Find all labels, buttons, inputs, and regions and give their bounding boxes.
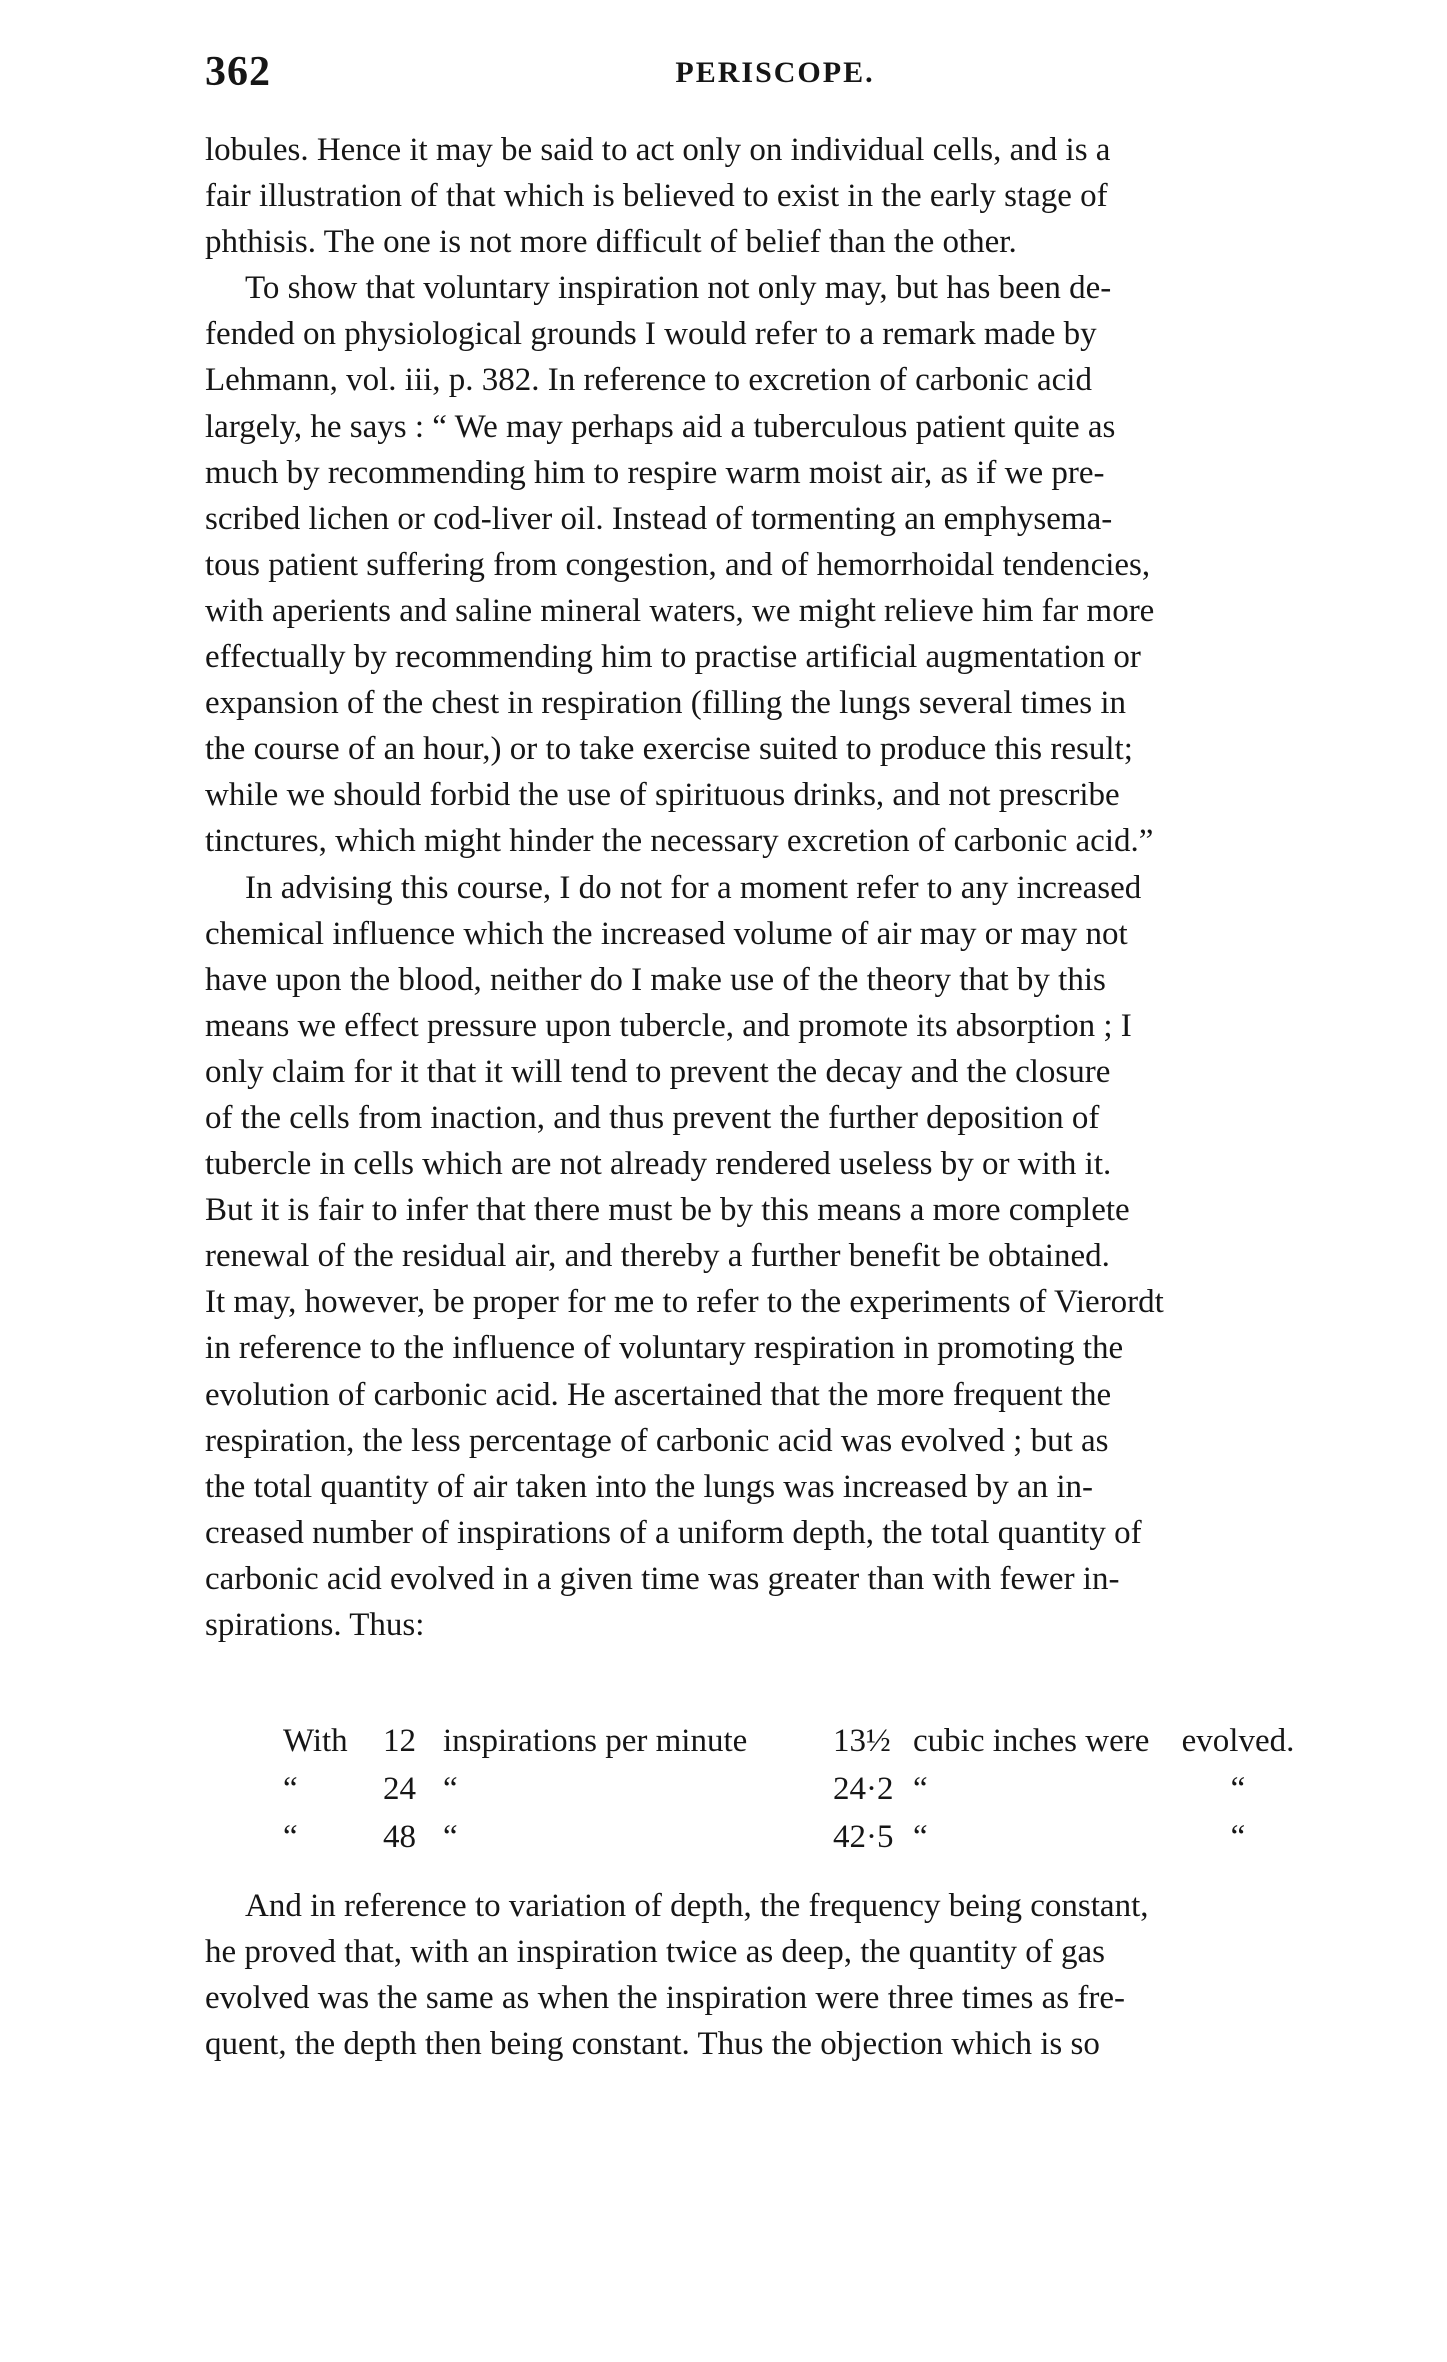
table-cell: “ [1230, 1818, 1246, 1855]
text-line: creased number of inspirations of a uniform depth, the total quantity of [205, 1514, 1142, 1551]
closing-paragraph [205, 1883, 1345, 2067]
table-cell: 24·2 [833, 1770, 894, 1807]
text-line: tinctures, which might hinder the necessary excretion of carbonic acid.” [205, 823, 1154, 860]
table-cell: “ [1230, 1770, 1246, 1807]
table-cell: cubic inches were [913, 1722, 1150, 1759]
table-cell: 42·5 [833, 1818, 894, 1855]
text-line: To show that voluntary inspiration not only may, but has been de- [245, 270, 1112, 307]
text-line: tous patient suffering from congestion, and of hemorrhoidal tendencies, [205, 546, 1151, 583]
text-line: But it is fair to infer that there must be by this means a more complete [205, 1192, 1130, 1229]
text-line: evolution of carbonic acid. He ascertained that the more frequent the [205, 1376, 1112, 1413]
text-line: phthisis. The one is not more difficult of belief than the other. [205, 224, 1017, 261]
text-line: Lehmann, vol. iii, p. 382. In reference to excretion of carbonic acid [205, 362, 1092, 399]
text-line: chemical influence which the increased volume of air may or may not [205, 915, 1128, 952]
table-cell: “ [443, 1818, 458, 1855]
text-line: of the cells from inaction, and thus prevent the further deposition of [205, 1099, 1100, 1136]
page-number: 362 [205, 49, 271, 95]
table-cell: 24 [383, 1770, 416, 1807]
text-line: respiration, the less percentage of carbonic acid was evolved ; but as [205, 1422, 1109, 1459]
text-line: only claim for it that it will tend to prevent the decay and the closure [205, 1053, 1111, 1090]
table-cell: “ [913, 1770, 928, 1807]
text-line: much by recommending him to respire warm moist air, as if we pre- [205, 454, 1105, 491]
text-line: the total quantity of air taken into the lungs was increased by an in- [205, 1468, 1094, 1505]
text-line: fended on physiological grounds I would refer to a remark made by [205, 316, 1097, 353]
text-line: while we should forbid the use of spirituous drinks, and not prescribe [205, 777, 1120, 814]
text-line: effectually by recommending him to practise artificial augmentation or [205, 639, 1141, 676]
text-line: fair illustration of that which is believed to exist in the early stage of [205, 178, 1108, 215]
table-cell: inspirations per minute [443, 1722, 748, 1759]
table-cell: evolved. [1181, 1722, 1295, 1759]
text-line: In advising this course, I do not for a moment refer to any increased [245, 869, 1142, 906]
table-cell: “ [913, 1818, 928, 1855]
table-cell: “ [283, 1818, 298, 1855]
text-line: expansion of the chest in respiration (filling the lungs several times in [205, 685, 1127, 722]
running-title: PERISCOPE. [675, 56, 875, 89]
text-line: with aperients and saline mineral waters, we might relieve him far more [205, 592, 1155, 629]
text-line: he proved that, with an inspiration twice as deep, the quantity of gas [205, 1934, 1105, 1971]
text-line: largely, he says : “ We may perhaps aid a tuberculous patient quite as [205, 408, 1116, 445]
table-row [283, 1717, 1323, 1765]
table-cell: 12 [383, 1722, 416, 1759]
text-line: in reference to the influence of voluntary respiration in promoting the [205, 1330, 1124, 1367]
text-line: renewal of the residual air, and thereby a further benefit be obtained. [205, 1238, 1110, 1275]
text-line: scribed lichen or cod-liver oil. Instead of tormenting an emphysema- [205, 500, 1113, 537]
table-cell: 48 [383, 1818, 416, 1855]
text-line: evolved was the same as when the inspiration were three times as fre- [205, 1980, 1126, 2017]
table-row [283, 1813, 1323, 1861]
table-cell: With [283, 1722, 348, 1759]
table-row [283, 1765, 1323, 1813]
table-cell: 13½ [833, 1722, 891, 1759]
text-line: quent, the depth then being constant. Thus the objection which is so [205, 2026, 1100, 2063]
text-line: lobules. Hence it may be said to act only on individual cells, and is a [205, 132, 1111, 168]
page-header [205, 40, 1345, 110]
text-line: have upon the blood, neither do I make use of the theory that by this [205, 961, 1106, 998]
inspiration-data-table [283, 1717, 1323, 1861]
body-text [205, 127, 1345, 1648]
text-line: carbonic acid evolved in a given time was greater than with fewer in- [205, 1560, 1120, 1597]
table-cell: “ [283, 1770, 298, 1807]
text-line: tubercle in cells which are not already rendered useless by or with it. [205, 1146, 1112, 1183]
text-line: means we effect pressure upon tubercle, and promote its absorption ; I [205, 1007, 1132, 1044]
text-line: And in reference to variation of depth, the frequency being constant, [245, 1888, 1149, 1924]
text-line: It may, however, be proper for me to refer to the experiments of Vierordt [205, 1284, 1164, 1321]
table-cell: “ [443, 1770, 458, 1807]
text-line: spirations. Thus: [205, 1607, 425, 1643]
text-line: the course of an hour,) or to take exercise suited to produce this result; [205, 731, 1133, 768]
